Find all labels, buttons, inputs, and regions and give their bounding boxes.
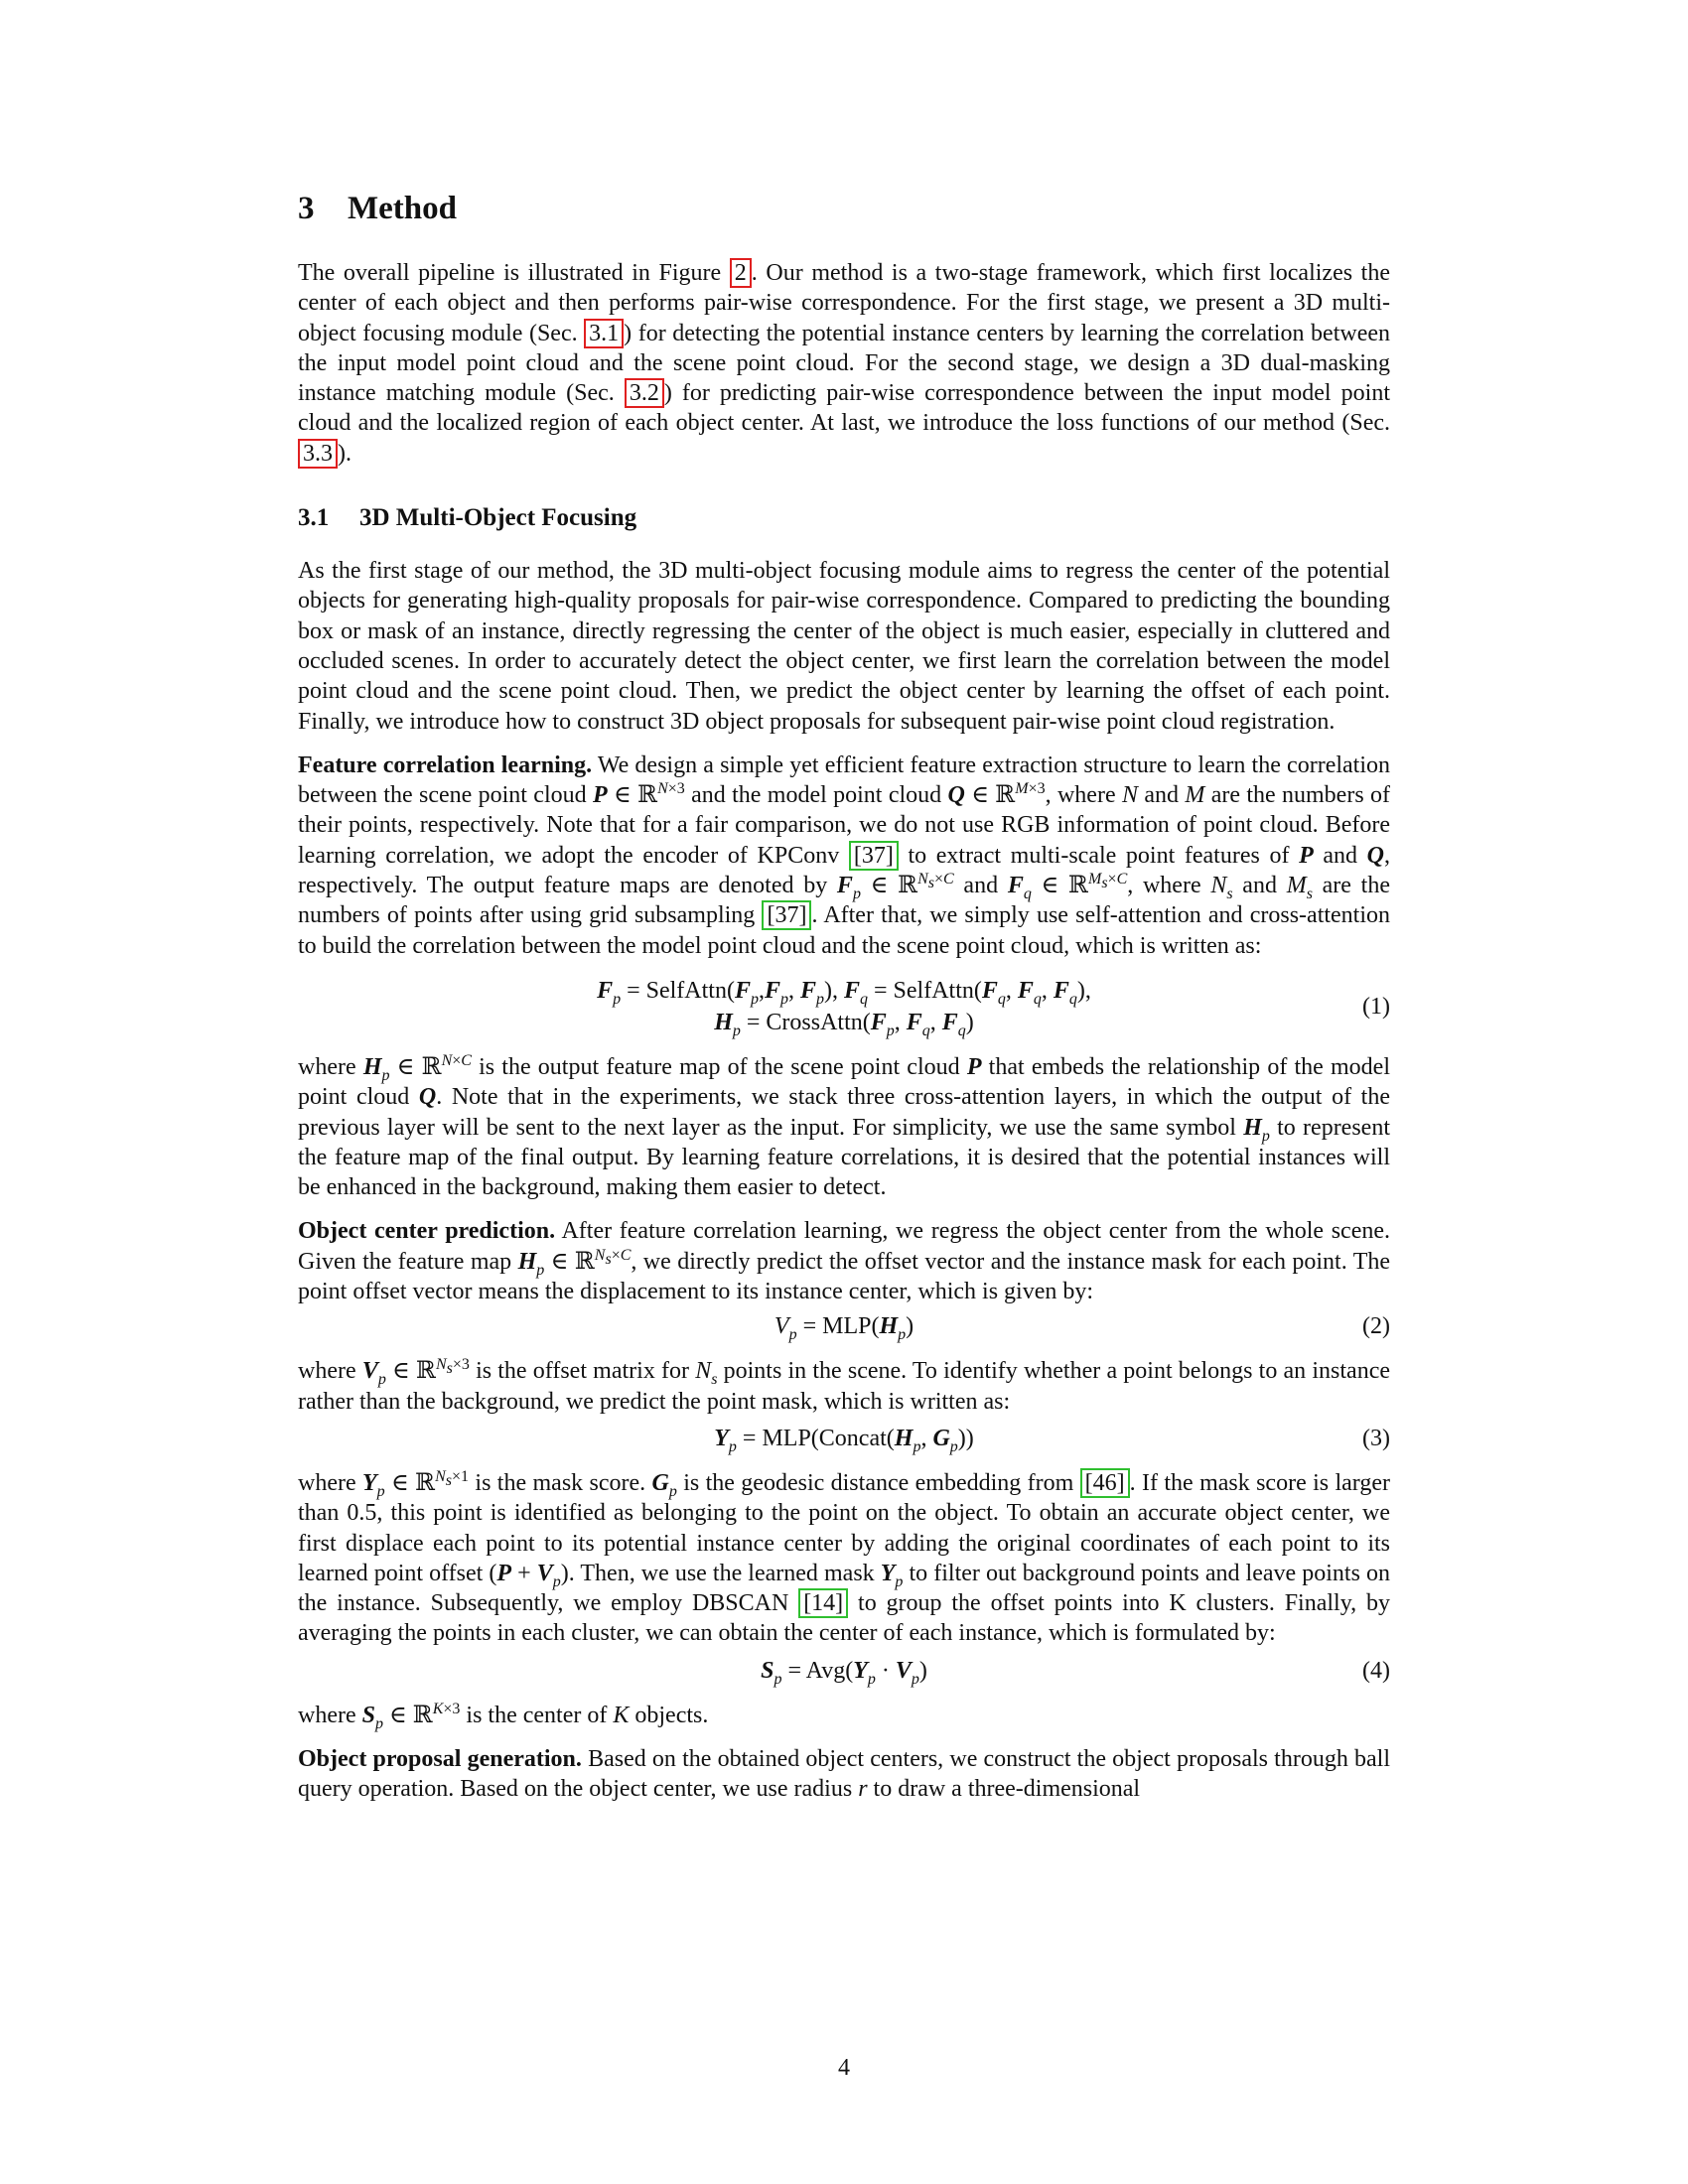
section-link-3-2[interactable]: 3.2 [625, 378, 664, 408]
section-number: 3 [298, 191, 315, 226]
subsection-title: 3D Multi-Object Focusing [359, 504, 637, 532]
paragraph-lead: Object center prediction. [298, 1218, 556, 1245]
section-link-3-3[interactable]: 3.3 [298, 439, 338, 469]
equation-number: (3) [1362, 1425, 1390, 1451]
subsection-number: 3.1 [298, 504, 330, 532]
after-eq3-paragraph: where $Y_p$ ∈ ℝ$^{N_s\times 1}$ is the mask score. $G_p$ is the geodesic distance embedding from [46] . If the mask score is larger than 0.5, this point is identified as belonging to the point on the object. To obtain an accurate object center, we first displace each point to its potential instance center by adding the original coordinates of each point to its learned point offset $(P + V_p)$. Then, we use the learned mask $Y_p$ to filter out background points and leave points on the instance. Subsequently, we employ DBSCAN [14] to group the offset points into K clusters. Finally, by averaging the points in each cluster, we can obtain the center of each instance, which is formulated by: [298, 1467, 1391, 1647]
equation-4: $S_p = Avg(Y_p \cdot V_p)$ (4) [298, 1655, 1390, 1687]
citation-link[interactable]: [46] [1080, 1468, 1130, 1498]
feature-correlation-paragraph: Feature correlation learning. We design a simple yet efficient feature extraction structure to learn the correlation between the scene point cloud P ∈ ℝ$^{N\times 3}$ and the model point cloud Q ∈ ℝ$^{M\times 3}$, where N and M are the numbers of their points, respectively. Note that for a fair comparison, we do not use RGB information of point cloud. Before learning correlation, we adopt the encoder of KPConv [37] to extract multi-scale point features of P and Q, respectively. The output feature maps are denoted by $F_p$ ∈ ℝ$^{N_s\times C}$ and $F_q$ ∈ ℝ$^{M_s\times C}$, where $N_s$ and $M_s$ are the numbers of points after using grid subsampling [37] . After that, we simply use self-attention and cross-attention to build the correlation between the model point cloud and the scene point cloud, which is written as: [298, 751, 1391, 959]
after-eq4-paragraph: where $S_p$ ∈ ℝ$^{K\times 3}$ is the center of K objects. [298, 1700, 709, 1732]
figure-link[interactable]: 2 [730, 258, 752, 288]
center-prediction-paragraph: Object center prediction. After feature correlation learning, we regress the object center from the whole scene. Given the feature map $H_p$ ∈ ℝ$^{N_s\times C}$, we directly predict the offset vector and the instance mask for each point. The point offset vector means the displacement to its instance center, which is given by: [298, 1218, 1391, 1305]
equation-3: $Y_p$ = $MLP(Concat(H_p$, $G_p$)) (3) [298, 1423, 1390, 1454]
paper-page [298, 189, 1390, 1819]
paragraph-lead: Feature correlation learning. [298, 751, 593, 778]
equation-2: $V_p = MLP(H_p)$ (2) [298, 1310, 1390, 1342]
equation-number: (4) [1362, 1657, 1390, 1684]
subsection-heading [298, 502, 1390, 534]
equation-1: $F_p$ = $SelfAttn(F_p,F_p$, $F_p$), $F_q$ = $SelfAttn(F_q$, $F_q$, $F_q$), $H_p$ = $CrossAttn(F_p$, $F_q$, $F_q$) (1) [597, 977, 1390, 1039]
equation-number: (2) [1362, 1313, 1390, 1340]
section-title: Method [348, 191, 457, 226]
proposal-generation-paragraph: Object proposal generation. Based on the obtained object centers, we construct the object proposals through ball query operation. Based on the object center, we use radius r to draw a three-dimensional [298, 1745, 1390, 1803]
equation-number: (1) [1362, 993, 1390, 1020]
after-eq2-paragraph: where $V_p$ ∈ ℝ$^{N_s\times 3}$ is the offset matrix for $N_s$ points in the scene. To identify whether a point belongs to an instance rather than the background, we predict the point mask, which is written as: [298, 1356, 1390, 1415]
paragraph-lead: Object proposal generation. [298, 1745, 582, 1772]
intro-paragraph: The overall pipeline is illustrated in Figure 2 . Our method is a two-stage framework, which first localizes the center of each object and then performs pair-wise correspondence. For the first stage, we present a 3D multi-object focusing module (Sec. 3.1 ) for detecting the potential instance centers by learning the correlation between the input model point cloud and the scene point cloud. For the second stage, we design a 3D dual-masking instance matching module (Sec. 3.2 ) for predicting pair-wise correspondence between the input model point cloud and the localized region of each object center. At last, we introduce the loss functions of our method (Sec. 3.3 ). [298, 260, 1390, 467]
overview-paragraph: As the first stage of our method, the 3D multi-object focusing module aims to regress the center of the potential objects for generating high-quality proposals for pair-wise correspondence. Compared to predicting the bounding box or mask of an instance, directly regressing the center of the object is much easier, especially in cluttered and occluded scenes. In order to accurately detect the object center, we first learn the correlation between the model point cloud and the scene point cloud. Then, we predict the object center by learning the offset of each point. Finally, we introduce how to construct 3D object proposals for subsequent pair-wise point cloud registration. [298, 558, 1390, 735]
page-number: 4 [838, 2055, 850, 2081]
section-link-3-1[interactable]: 3.1 [584, 319, 624, 348]
section-heading [298, 189, 1390, 228]
citation-link[interactable]: [37] [762, 900, 811, 930]
citation-link[interactable]: [37] [849, 841, 899, 871]
after-eq1-paragraph: where $H_p$ ∈ ℝ$^{N\times C}$ is the output feature map of the scene point cloud P that embeds the relationship of the model point cloud Q. Note that in the experiments, we stack three cross-attention layers, in which the output of the previous layer will be sent to the next layer as the input. For simplicity, we use the same symbol $H_p$ to represent the feature map of the final output. By learning feature correlations, it is desired that the potential instances will be enhanced in the background, making them easier to detect. [298, 1051, 1390, 1201]
citation-link[interactable]: [14] [798, 1588, 848, 1618]
